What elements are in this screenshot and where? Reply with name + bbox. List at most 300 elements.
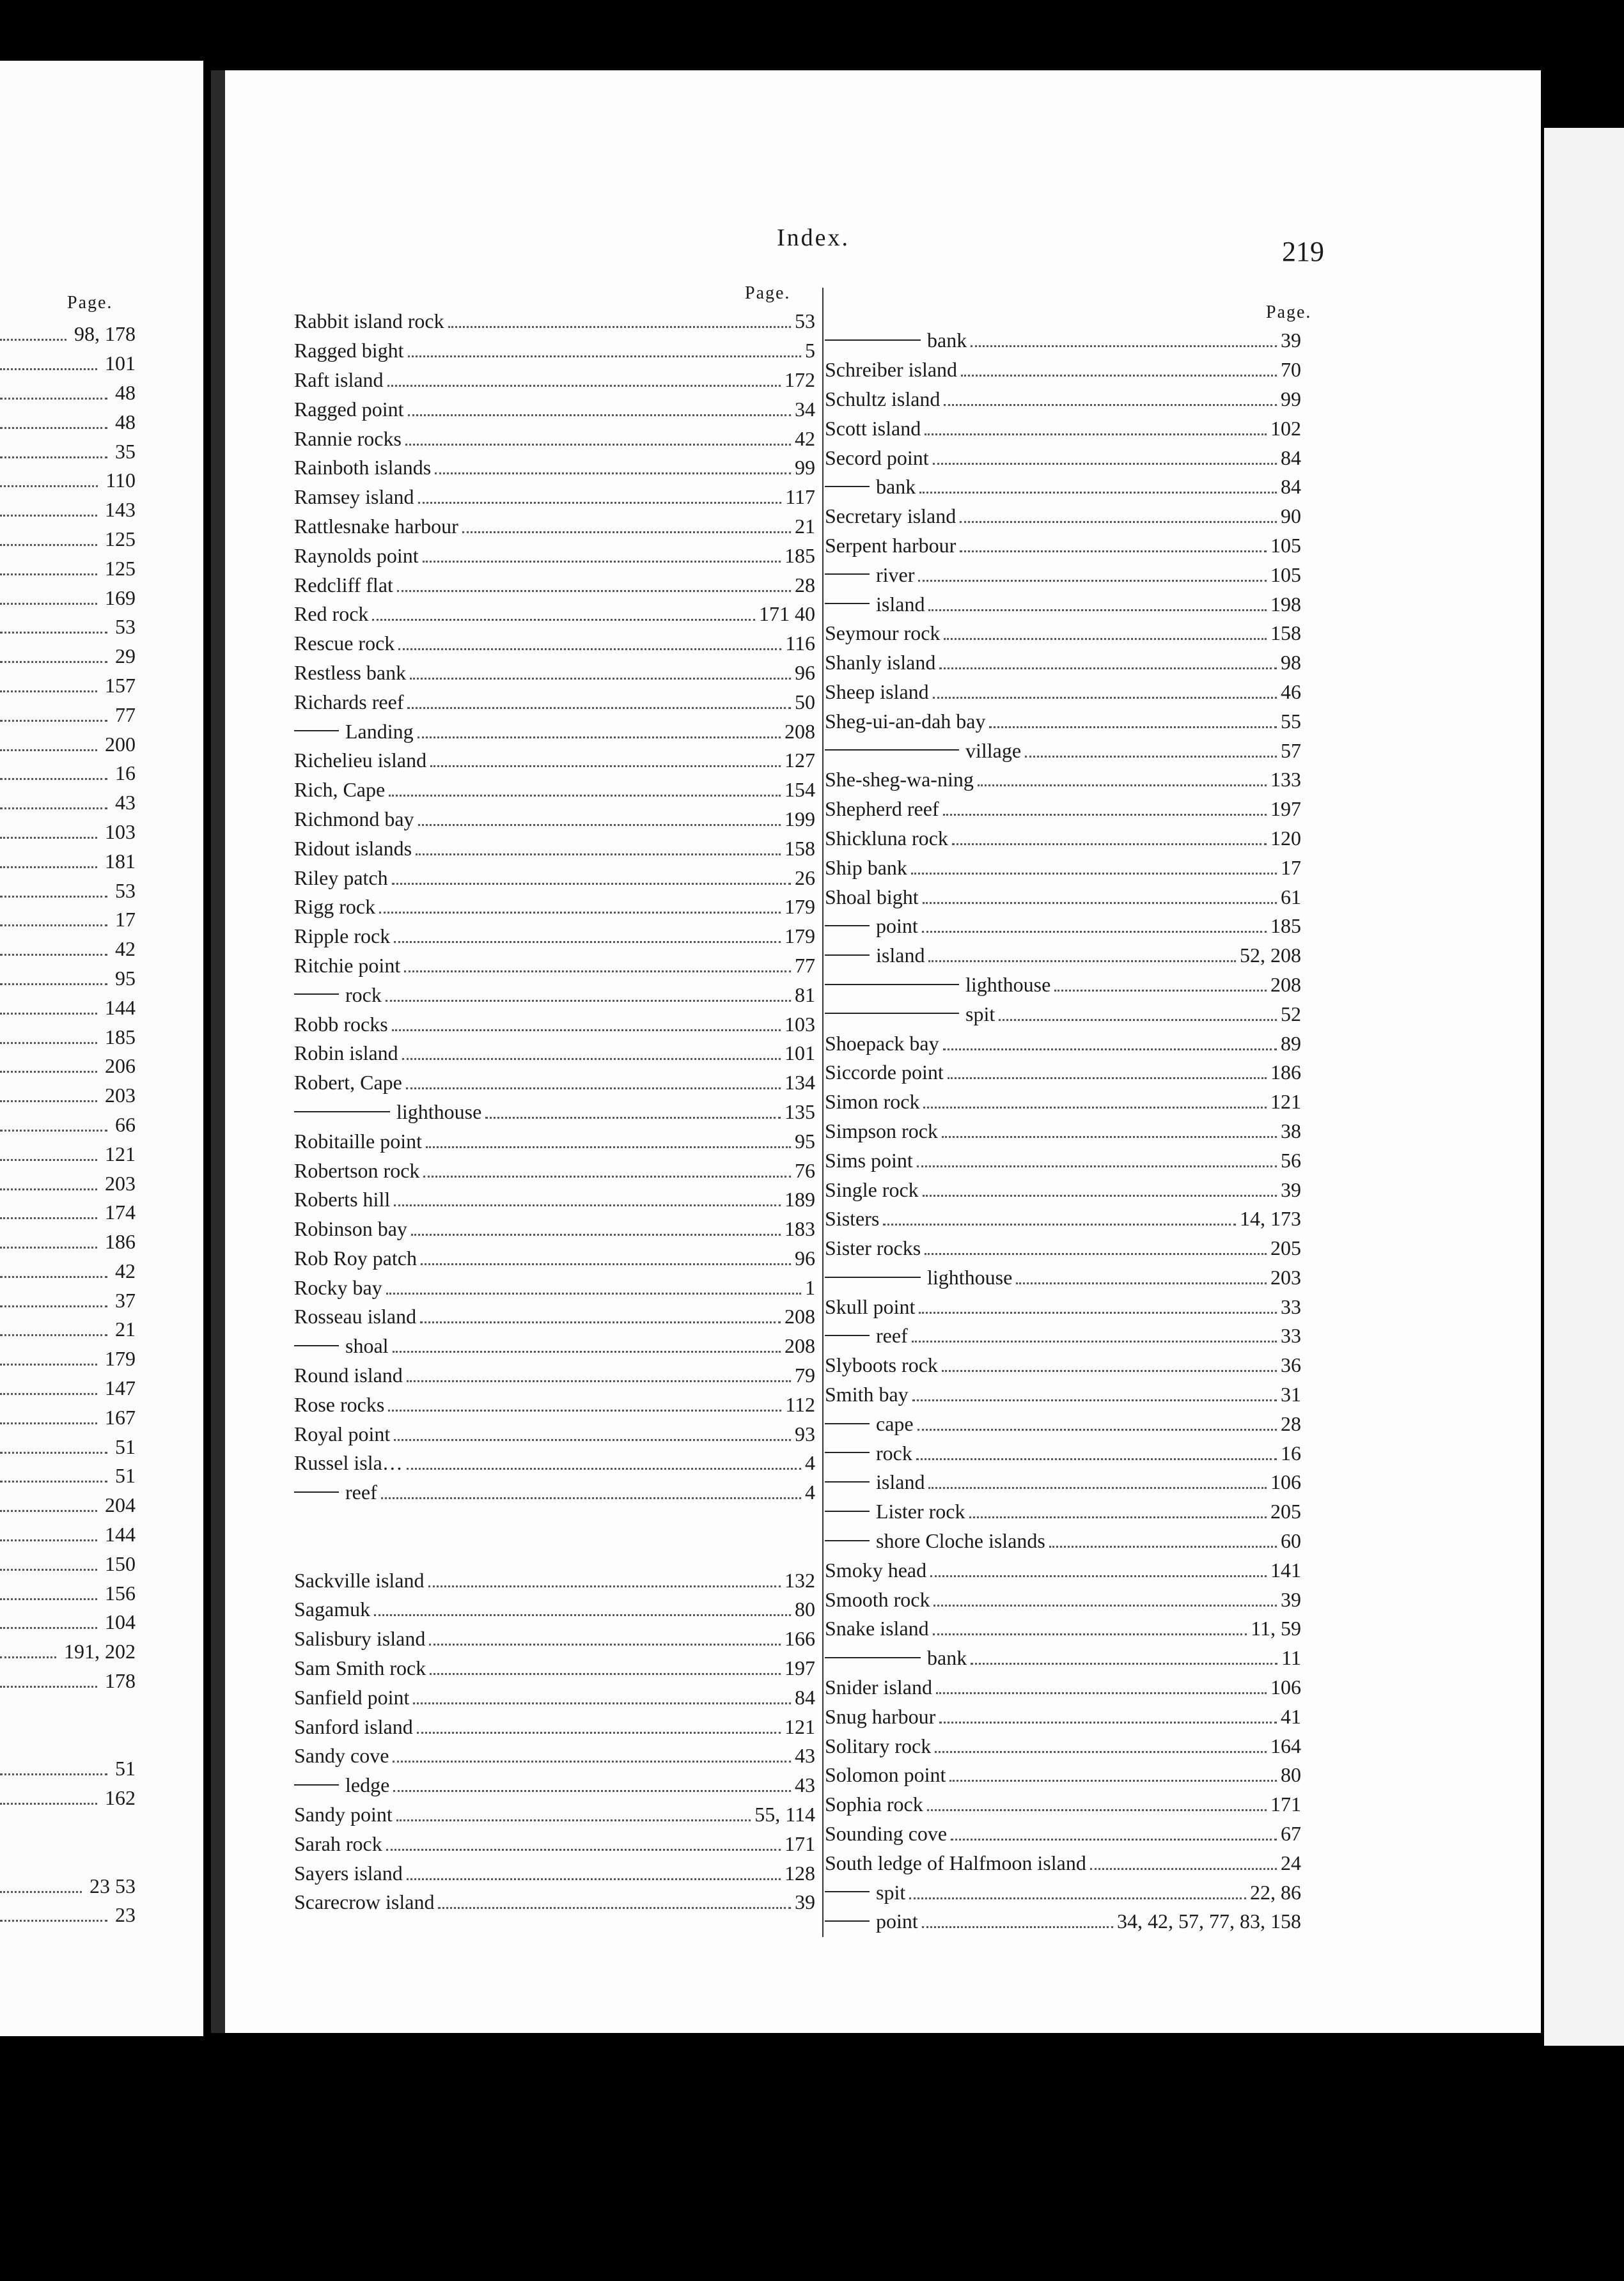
- entry-page: 171: [785, 1832, 815, 1855]
- entry-name: [825, 827, 948, 850]
- entry-page: 199: [785, 807, 815, 830]
- entry-label: ledge: [345, 1773, 390, 1797]
- leader-dots: [379, 912, 781, 914]
- index-entry: [294, 1595, 815, 1624]
- entry-label: Solomon point: [825, 1763, 946, 1787]
- entry-label: rock: [876, 1441, 912, 1465]
- index-entry: [294, 1390, 815, 1419]
- fragment-entry: [0, 407, 136, 437]
- leader-dots: [928, 1487, 1267, 1489]
- entry-label: island: [876, 944, 925, 967]
- entry-label: Salisbury island: [294, 1627, 426, 1651]
- leader-dots: [942, 1370, 1277, 1372]
- index-entry: [825, 1292, 1301, 1321]
- running-head: Index.: [777, 224, 850, 251]
- fragment-entry: [0, 1784, 136, 1813]
- index-entry: [294, 1888, 815, 1917]
- leader-dots: [1049, 1546, 1277, 1548]
- entry-name: [294, 1130, 422, 1153]
- entry-name: [294, 1422, 390, 1446]
- entry-label: Robitaille point: [294, 1129, 422, 1153]
- entry-name: [294, 924, 390, 948]
- index-entry: [825, 1409, 1301, 1438]
- entry-page: 24: [1281, 1851, 1301, 1874]
- entry-name: [825, 1851, 1086, 1875]
- entry-name: [294, 1334, 389, 1358]
- entry-name: [825, 1383, 909, 1406]
- fragment-page: 203: [105, 1171, 136, 1195]
- leader-dots: [430, 765, 781, 767]
- entry-name: [825, 1470, 925, 1494]
- index-entry: [294, 600, 815, 629]
- entry-label: Rigg rock: [294, 895, 376, 919]
- ditto-dash: [294, 1111, 390, 1112]
- index-entry: [825, 1555, 1301, 1585]
- leader-dots: [0, 1364, 97, 1366]
- entry-name: [294, 485, 414, 509]
- entry-name: [294, 1188, 390, 1211]
- leader-dots: [912, 1341, 1277, 1343]
- fragment-entry: [0, 1608, 136, 1637]
- entry-name: [294, 1159, 419, 1183]
- index-entry: [825, 531, 1301, 561]
- index-entry: [825, 706, 1301, 736]
- leader-dots: [407, 1878, 781, 1880]
- leader-dots: [0, 1393, 97, 1395]
- entry-label: Redcliff flat: [294, 573, 393, 596]
- ditto-dash: [825, 1540, 870, 1541]
- index-entry: [825, 1761, 1301, 1790]
- entry-page: 42: [795, 426, 815, 450]
- entry-name: [825, 739, 1021, 763]
- leader-dots: [942, 1136, 1277, 1138]
- entry-page: 164: [1270, 1734, 1301, 1757]
- fragment-entry: [0, 1110, 136, 1140]
- leader-dots: [394, 1439, 791, 1441]
- entry-page: 22, 86: [1250, 1880, 1301, 1904]
- entry-label: Schultz island: [825, 387, 941, 410]
- fragment-page: 51: [115, 1757, 136, 1780]
- entry-page: 208: [785, 719, 815, 743]
- index-entry: [825, 1058, 1301, 1087]
- entry-page: 46: [1281, 680, 1301, 703]
- entry-name: [294, 1451, 403, 1475]
- leader-dots: [928, 609, 1267, 611]
- leader-dots: [969, 1516, 1267, 1518]
- entry-name: [294, 368, 384, 392]
- leader-dots: [0, 515, 97, 517]
- entry-name: [294, 807, 414, 831]
- leader-dots: [0, 749, 97, 751]
- entry-page: 106: [1270, 1470, 1301, 1494]
- index-entry: [294, 717, 815, 746]
- entry-page: 203: [1270, 1265, 1301, 1289]
- entry-page: 26: [795, 866, 815, 889]
- fragment-entry: [0, 905, 136, 935]
- leader-dots: [971, 1663, 1277, 1665]
- index-entry: [825, 589, 1301, 619]
- entry-label: Ragged bight: [294, 339, 404, 362]
- leader-dots: [0, 1627, 97, 1629]
- ditto-dash: [294, 993, 339, 995]
- entry-name: [825, 944, 925, 967]
- ditto-dash: [294, 1345, 339, 1346]
- index-entry: [825, 853, 1301, 882]
- ditto-dash: [825, 1920, 870, 1922]
- entry-page: 31: [1281, 1383, 1301, 1406]
- leader-dots: [935, 1751, 1267, 1753]
- entry-name: [294, 1862, 403, 1885]
- entry-name: [825, 1910, 918, 1933]
- leader-dots: [413, 1702, 791, 1704]
- entry-page: 34, 42, 57, 77, 83, 158: [1117, 1910, 1301, 1933]
- index-entry: [294, 1654, 815, 1683]
- leader-dots: [0, 866, 97, 868]
- leader-dots: [421, 1263, 791, 1265]
- entry-page: 171: [1270, 1793, 1301, 1816]
- entry-name: [294, 1715, 413, 1739]
- fragment-page: 21: [115, 1318, 136, 1341]
- fragment-page: 186: [105, 1230, 136, 1254]
- index-entry: [294, 570, 815, 600]
- entry-page: 38: [1281, 1119, 1301, 1142]
- leader-dots: [0, 1569, 97, 1571]
- fragment-entry: [0, 1901, 136, 1930]
- entry-name: [825, 1090, 919, 1114]
- entry-label: Sandy point: [294, 1803, 393, 1826]
- leader-dots: [933, 463, 1277, 465]
- left-page-label: Page.: [67, 293, 113, 313]
- entry-page: 208: [1270, 972, 1301, 996]
- entry-page: 39: [795, 1890, 815, 1914]
- entry-name: [294, 1247, 417, 1270]
- entry-name: [825, 358, 957, 382]
- entry-label: Ritchie point: [294, 953, 401, 977]
- fragment-page: 185: [105, 1025, 136, 1048]
- fragment-entry: [0, 349, 136, 378]
- entry-label: South ledge of Halfmoon island: [825, 1851, 1086, 1874]
- index-entry: [825, 1468, 1301, 1497]
- entry-name: [825, 1676, 932, 1699]
- entry-page: 105: [1270, 563, 1301, 586]
- leader-dots: [0, 1247, 97, 1249]
- leader-dots: [408, 355, 801, 357]
- ditto-dash: [825, 984, 959, 985]
- entry-name: [294, 749, 426, 772]
- fragment-page: 95: [115, 966, 136, 990]
- leader-dots: [420, 1321, 781, 1323]
- entry-page: 205: [1270, 1500, 1301, 1523]
- entry-label: Secord point: [825, 446, 929, 469]
- leader-dots: [919, 1312, 1277, 1314]
- fragment-entry: [0, 1286, 136, 1315]
- index-entry: [825, 1029, 1301, 1058]
- entry-label: Ripple rock: [294, 924, 391, 948]
- entry-label: spit: [876, 1880, 906, 1904]
- index-entry: [294, 1449, 815, 1478]
- entry-name: [825, 1822, 947, 1846]
- entry-label: Sims point: [825, 1148, 913, 1172]
- leader-dots: [387, 385, 781, 387]
- index-entry: [294, 1829, 815, 1858]
- entry-label: Schreiber island: [825, 358, 958, 382]
- entry-label: Shoal bight: [825, 885, 919, 908]
- index-entry: [825, 1644, 1301, 1673]
- ditto-dash: [825, 339, 921, 341]
- entry-page: 198: [1270, 592, 1301, 616]
- index-entry: [294, 1566, 815, 1595]
- index-entry: [294, 1098, 815, 1127]
- index-entry: [825, 385, 1301, 414]
- entry-page: 77: [795, 953, 815, 977]
- entry-page: 4: [805, 1481, 815, 1504]
- index-entry: [825, 1702, 1301, 1731]
- leader-dots: [462, 531, 791, 533]
- ditto-dash: [825, 1891, 870, 1892]
- index-entry: [825, 1263, 1301, 1293]
- fragment-page: 203: [105, 1084, 136, 1107]
- entry-name: [825, 885, 919, 909]
- fragment-page: 204: [105, 1493, 136, 1517]
- entry-label: Royal point: [294, 1422, 391, 1445]
- fragment-page: 17: [115, 908, 136, 931]
- entry-page: 33: [1281, 1295, 1301, 1318]
- leader-dots: [0, 485, 98, 487]
- leader-dots: [394, 941, 781, 943]
- entry-page: 121: [1270, 1090, 1301, 1114]
- entry-name: [825, 1266, 1012, 1289]
- entry-name: [294, 720, 414, 743]
- entry-page: 4: [805, 1451, 815, 1475]
- fragment-entry: [0, 700, 136, 729]
- fragment-entry: [0, 1813, 136, 1842]
- fragment-entry: [0, 612, 136, 642]
- entry-page: 39: [1281, 329, 1301, 352]
- index-entry: [825, 1585, 1301, 1614]
- leader-dots: [971, 345, 1277, 347]
- entry-page: 80: [795, 1598, 815, 1621]
- fragment-entry: [0, 1022, 136, 1052]
- entry-name: [294, 895, 375, 919]
- fragment-entry: [0, 788, 136, 818]
- entry-page: 89: [1281, 1031, 1301, 1055]
- entry-name: [825, 504, 956, 528]
- entry-page: 171 40: [759, 602, 815, 626]
- entry-page: 33: [1281, 1324, 1301, 1348]
- fragment-entry: [0, 437, 136, 466]
- entry-label: Smoky head: [825, 1558, 927, 1582]
- index-entry: [294, 1273, 815, 1302]
- fragment-page: 150: [105, 1552, 136, 1575]
- entry-name: [294, 1627, 425, 1651]
- column-2-page-label: Page.: [1266, 302, 1312, 322]
- index-entry: [294, 746, 815, 775]
- entry-page: 55, 114: [754, 1803, 815, 1826]
- entry-label: point: [876, 914, 918, 938]
- fragment-entry: [0, 1139, 136, 1169]
- index-entry: [294, 453, 815, 483]
- entry-page: 95: [795, 1129, 815, 1153]
- entry-page: 93: [795, 1422, 815, 1445]
- entry-label: Ragged point: [294, 397, 404, 421]
- entry-name: [294, 309, 444, 333]
- entry-page: 185: [1270, 914, 1301, 938]
- ditto-dash: [825, 1452, 870, 1453]
- entry-label: lighthouse: [965, 972, 1051, 996]
- index-entry: [294, 366, 815, 395]
- entry-name: [825, 710, 985, 733]
- fragment-entry: [0, 1549, 136, 1578]
- leader-dots: [948, 1077, 1267, 1079]
- leader-dots: [960, 550, 1267, 552]
- leader-dots: [406, 1087, 781, 1089]
- entry-label: Robert, Cape: [294, 1071, 402, 1094]
- leader-dots: [0, 1773, 107, 1775]
- entry-name: [294, 983, 382, 1007]
- entry-label: Sheep island: [825, 680, 929, 703]
- fragment-page: 37: [115, 1288, 136, 1312]
- leader-dots: [485, 1117, 781, 1119]
- entry-label: Robb rocks: [294, 1012, 388, 1036]
- entry-name: [825, 1763, 946, 1787]
- entry-label: Robinson bay: [294, 1217, 407, 1241]
- entry-label: Rabbit island rock: [294, 309, 444, 333]
- index-entry: [294, 541, 815, 570]
- leader-dots: [933, 1605, 1277, 1607]
- fragment-page: 121: [105, 1142, 136, 1165]
- leader-dots: [927, 1809, 1267, 1811]
- fragment-entry: [0, 964, 136, 993]
- left-page-column: [0, 320, 136, 1930]
- index-entry: [825, 999, 1301, 1029]
- index-entry: [294, 1800, 815, 1830]
- leader-dots: [944, 404, 1277, 406]
- leader-dots: [0, 398, 107, 400]
- index-entry: [294, 629, 815, 658]
- index-entry: [294, 1215, 815, 1244]
- fragment-page: 53: [115, 878, 136, 902]
- leader-dots: [448, 326, 791, 328]
- entry-name: [825, 1705, 935, 1729]
- leader-dots: [393, 1790, 791, 1792]
- entry-label: reef: [345, 1481, 377, 1504]
- ditto-dash: [825, 1657, 921, 1658]
- fragment-page: 181: [105, 849, 136, 873]
- entry-name: [294, 1071, 402, 1094]
- fragment-page: 103: [105, 820, 136, 843]
- ditto-dash: [825, 925, 870, 926]
- entry-name: [825, 1119, 938, 1143]
- entry-label: Single rock: [825, 1178, 919, 1201]
- entry-page: 208: [785, 1305, 815, 1328]
- index-entry: [294, 1771, 815, 1800]
- entry-page: 185: [785, 543, 815, 567]
- leader-dots: [1090, 1868, 1277, 1870]
- entry-label: Rattlesnake harbour: [294, 514, 458, 538]
- entry-page: 61: [1281, 885, 1301, 908]
- index-entry: [825, 1497, 1301, 1527]
- entry-name: [294, 1656, 426, 1680]
- leader-dots: [407, 1468, 801, 1470]
- index-entry: [294, 1478, 815, 1507]
- entry-label: bank: [927, 1646, 967, 1670]
- entry-label: Raynolds point: [294, 543, 419, 567]
- entry-page: 41: [1281, 1704, 1301, 1728]
- index-entry: [825, 765, 1301, 795]
- entry-label: island: [876, 1470, 925, 1494]
- fragment-page: 178: [105, 1669, 136, 1693]
- entry-name: [825, 1207, 879, 1231]
- leader-dots: [416, 853, 781, 855]
- index-entry: [294, 307, 815, 336]
- entry-label: Raft island: [294, 368, 384, 391]
- entry-page: 158: [1270, 621, 1301, 645]
- index-entry: [825, 619, 1301, 648]
- entry-name: [294, 515, 458, 538]
- entry-label: Rob Roy patch: [294, 1246, 417, 1270]
- entry-label: island: [876, 592, 925, 616]
- entry-label: Sackville island: [294, 1568, 425, 1592]
- index-entry: [294, 1302, 815, 1332]
- fragment-entry: [0, 1227, 136, 1257]
- index-entry: [294, 922, 815, 951]
- entry-page: 16: [1281, 1441, 1301, 1465]
- entry-label: spit: [965, 1002, 995, 1025]
- entry-label: Ramsey island: [294, 485, 414, 509]
- entry-page: 50: [795, 690, 815, 713]
- leader-dots: [429, 1644, 781, 1646]
- entry-page: 84: [795, 1685, 815, 1709]
- leader-dots: [0, 1510, 97, 1512]
- leader-dots: [951, 1839, 1277, 1841]
- index-entry: [294, 834, 815, 863]
- fragment-entry: [0, 554, 136, 583]
- entry-name: [825, 1529, 1045, 1553]
- index-entry: [825, 882, 1301, 912]
- index-entry: [825, 1731, 1301, 1761]
- leader-dots: [925, 1253, 1267, 1255]
- entry-page: 43: [795, 1773, 815, 1797]
- leader-dots: [423, 1176, 791, 1178]
- entry-label: village: [965, 738, 1022, 762]
- fragment-entry: [0, 1725, 136, 1754]
- leader-dots: [0, 1130, 107, 1132]
- leader-dots: [407, 707, 791, 709]
- index-entry: [825, 1790, 1301, 1819]
- leader-dots: [0, 807, 107, 809]
- entry-page: 141: [1270, 1558, 1301, 1582]
- book-spine: [211, 70, 225, 2033]
- entry-page: 96: [795, 660, 815, 684]
- leader-dots: [952, 843, 1267, 845]
- entry-page: 189: [785, 1188, 815, 1211]
- entry-page: 121: [785, 1715, 815, 1738]
- leader-dots: [936, 1692, 1267, 1694]
- leader-dots: [0, 456, 107, 458]
- entry-page: 158: [785, 836, 815, 860]
- leader-dots: [0, 1481, 107, 1483]
- index-entry: [825, 1146, 1301, 1175]
- entry-name: [825, 475, 916, 499]
- leader-dots: [428, 1585, 781, 1587]
- index-entry: [825, 970, 1301, 1000]
- fragment-page: 42: [115, 1259, 136, 1282]
- fragment-page: 169: [105, 586, 136, 609]
- entry-page: 21: [795, 514, 815, 538]
- entry-page: 70: [1281, 358, 1301, 382]
- fragment-page: 156: [105, 1581, 136, 1605]
- fragment-page: 144: [105, 1523, 136, 1546]
